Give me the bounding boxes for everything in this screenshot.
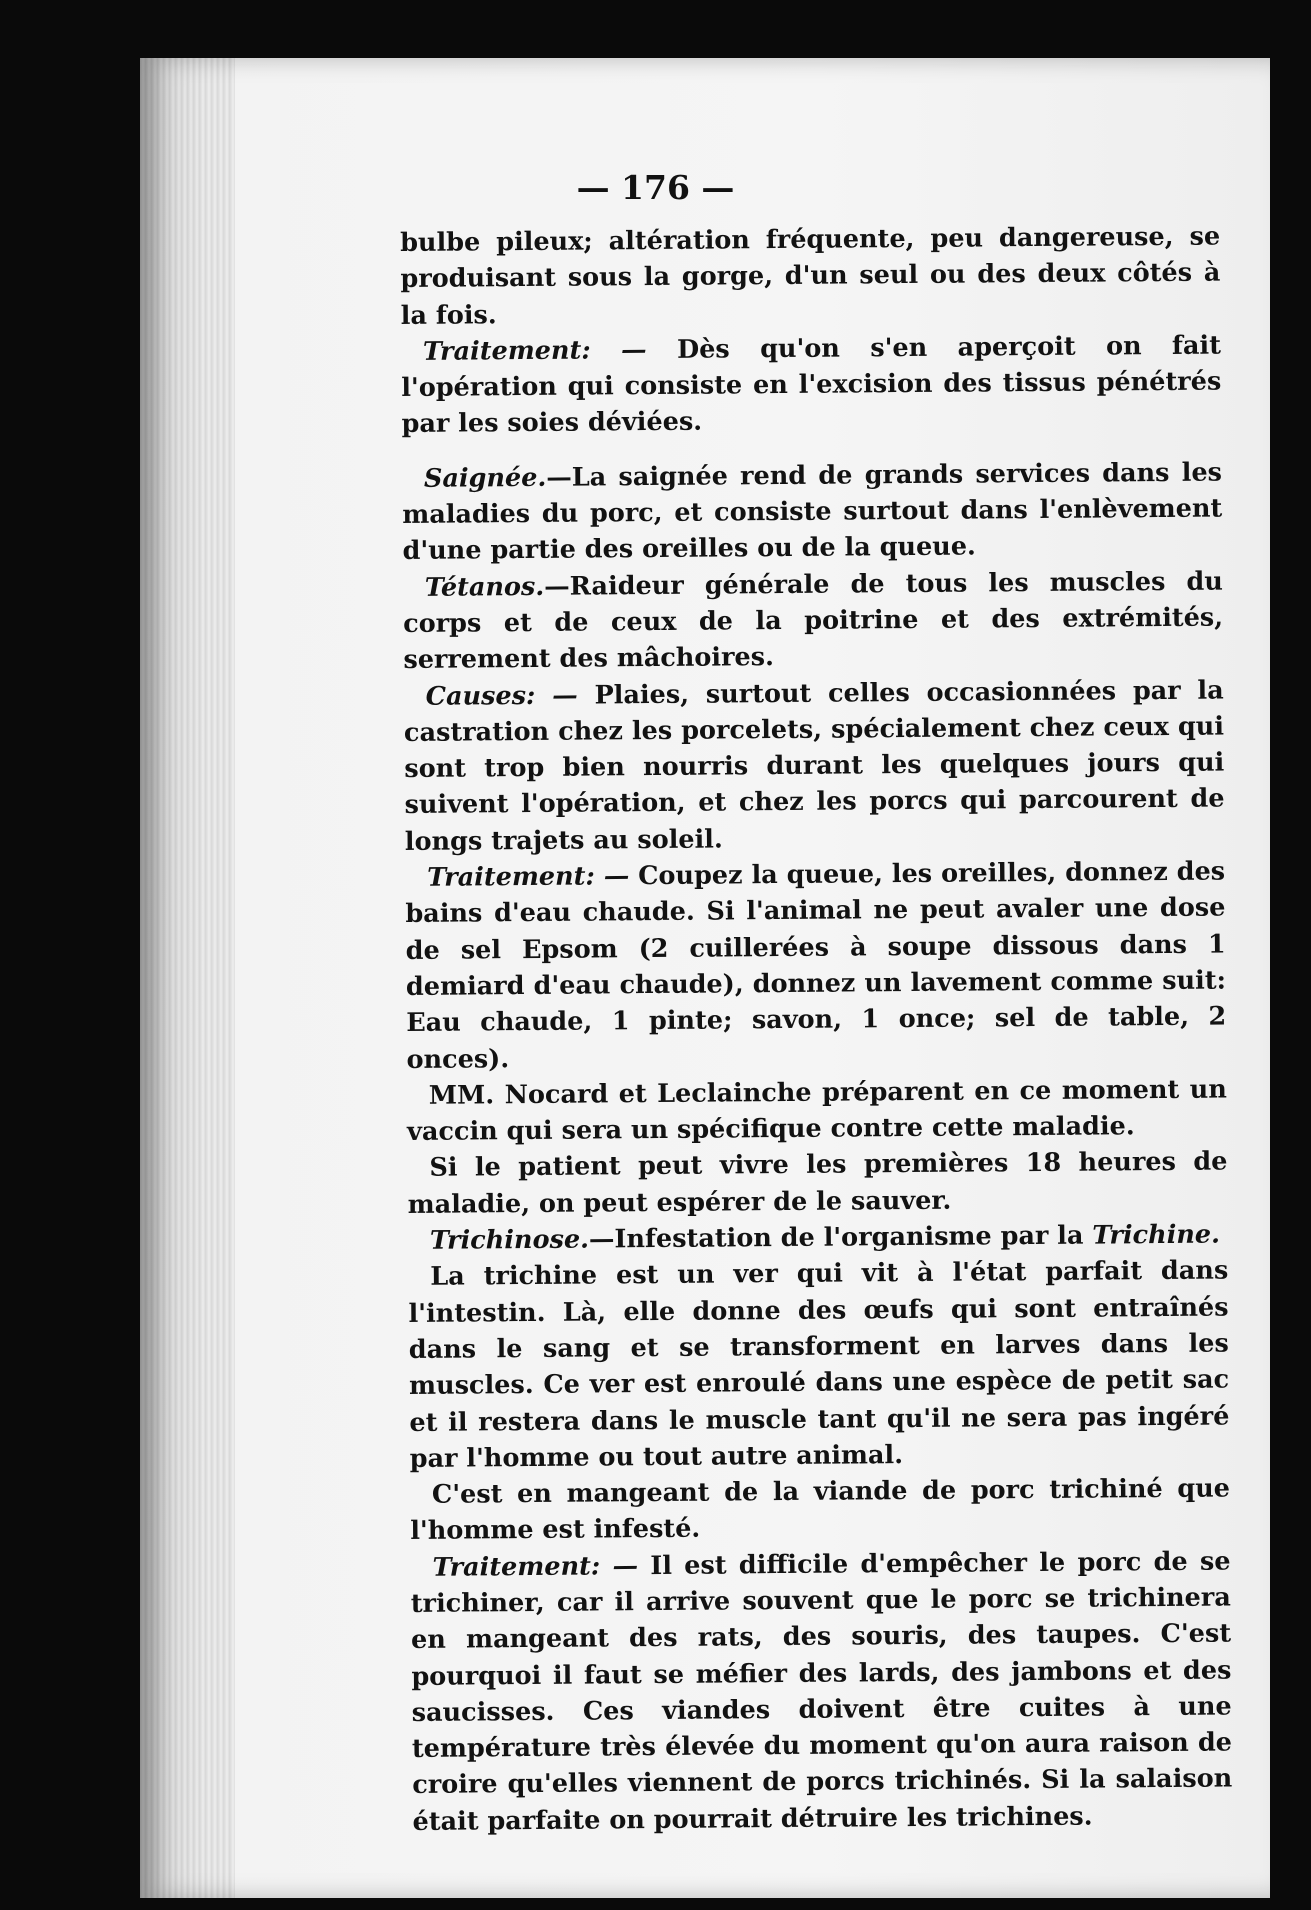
- paragraph: Causes: — Plaies, surtout celles occasionnées par la castration chez les porcelets, spécialement chez ceux qui sont trop bien nourris durant les quelques jours qui suivent l'opération, et chez les porcs qui parcourent de longs trajets au soleil.: [403, 675, 1225, 857]
- paragraph: MM. Nocard et Leclainche préparent en ce moment un vaccin qui sera un spécifique contre cette maladie.: [407, 1074, 1227, 1148]
- section-lead: Causes: —: [425, 680, 578, 712]
- paragraph: bulbe pileux; altération fréquente, peu dangereuse, se produisant sous la gorge, d'un seul ou des deux côtés à la fois.: [400, 221, 1221, 331]
- paragraph: Saignée.—La saignée rend de grands services dans les maladies du porc, et consiste surtout dans l'enlèvement d'une partie des oreilles ou de la queue.: [402, 457, 1223, 567]
- page-number: — 176 —: [576, 168, 735, 207]
- section-lead: Saignée.: [423, 462, 547, 494]
- section-lead: Traitement: —: [422, 334, 647, 367]
- paragraph: Si le patient peut vivre les premières 18 heures de maladie, on peut espérer de le sauver.: [407, 1146, 1228, 1220]
- section-lead: Traitement: —: [427, 861, 630, 893]
- scan-border: [1271, 0, 1311, 1910]
- paragraph: Traitement: — Dès qu'on s'en aperçoit on fait l'opération qui consiste en l'excision des tissus pénétrés par les soies déviées.: [401, 330, 1222, 440]
- paragraph: La trichine est un ver qui vit à l'état parfait dans l'intestin. Là, elle donne des œufs qui sont entraînés dans le sang et se transforment en larves dans les muscles. Ce ver est enroulé dans une espèce de petit sac et il restera dans le muscle tant qu'il ne sera pas ingéré par l'homme ou tout autre animal.: [408, 1255, 1230, 1474]
- body-text: [400, 219, 1233, 1840]
- paragraph: C'est en mangeant de la viande de porc trichiné que l'homme est infesté.: [410, 1473, 1231, 1547]
- section-lead: Trichinose.: [429, 1224, 590, 1256]
- section-lead: Tétanos.: [424, 571, 545, 603]
- paragraph: Tétanos.—Raideur générale de tous les muscles du corps et de ceux de la poitrine et des extrémités, serrement des mâchoires.: [403, 566, 1224, 676]
- paragraph: Traitement: — Coupez la queue, les oreilles, donnez des bains d'eau chaude. Si l'animal ne peut avaler une dose de sel Epsom (2 cuillerées à soupe dissous dans 1 demiard d'eau chaude), donnez un lavement comme suit: Eau chaude, 1 pinte; savon, 1 once; sel de table, 2 onces).: [405, 856, 1227, 1075]
- italic-term: Trichine.: [1092, 1219, 1221, 1251]
- section-lead: Traitement: —: [432, 1550, 639, 1583]
- paragraph: Trichinose.—Infestation de l'organisme par la Trichine.: [429, 1219, 1221, 1256]
- paragraph: Traitement: — Il est difficile d'empêcher le porc de se trichiner, car il arrive souvent que le porc se trichinera en mangeant des rats, des souris, des taupes. C'est pourquoi il faut se méfier des lards, des jambons et des saucisses. Ces viandes doivent être cuites à une température très élevée du moment qu'on aura raison de croire qu'elles viennent de porcs trichinés. Si la salaison était parfaite on pourrait détruire les trichines.: [410, 1546, 1233, 1837]
